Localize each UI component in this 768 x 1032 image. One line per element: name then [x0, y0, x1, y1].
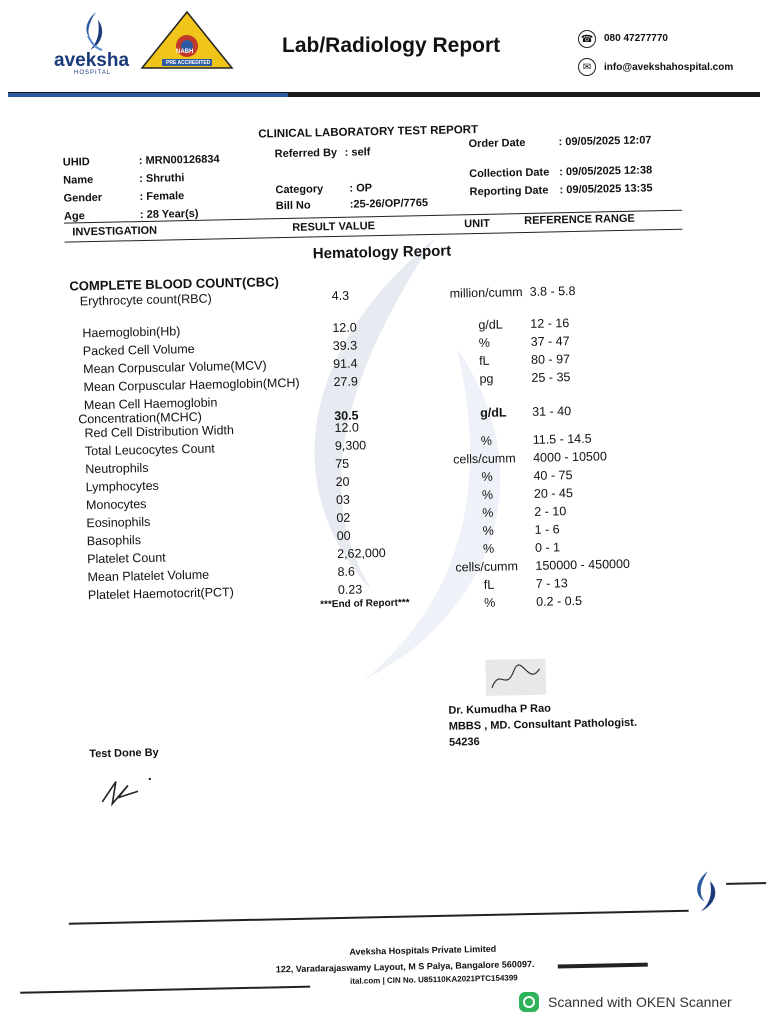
col-unit: UNIT: [464, 217, 491, 231]
test-unit: pg: [479, 371, 494, 386]
test-unit: %: [480, 433, 493, 448]
test-value: 12.0: [334, 420, 359, 436]
phone-icon: ☎: [578, 30, 596, 48]
bill-label: Bill No: [275, 199, 311, 213]
test-unit: %: [482, 523, 494, 538]
test-name: Haemoglobin(Hb): [82, 324, 181, 341]
test-unit: %: [481, 487, 494, 502]
test-unit: %: [482, 505, 494, 520]
test-unit: %: [482, 541, 495, 556]
test-value: 30.5: [334, 408, 359, 424]
bill-value: :25-26/OP/7765: [349, 197, 429, 211]
doctor-signature-icon: [483, 657, 548, 698]
footer-bottom-rule-right: [558, 963, 648, 969]
test-unit: cells/cumm: [455, 559, 519, 575]
test-range: 150000 - 450000: [535, 556, 631, 573]
test-name: Eosinophils: [86, 514, 151, 531]
test-name: Basophils: [86, 533, 142, 549]
scanner-badge: [518, 990, 768, 1014]
test-unit: %: [481, 469, 493, 484]
test-range: 12 - 16: [530, 316, 570, 331]
uhid-value: : MRN00126834: [138, 153, 220, 168]
doctor-qualification: MBBS , MD. Consultant Pathologist.: [448, 716, 638, 733]
test-name: Monocytes: [85, 496, 147, 513]
test-value: 03: [335, 492, 351, 508]
test-value: 4.3: [331, 288, 350, 304]
footer-bottom-rule: [20, 986, 310, 994]
phone-number: 080 47277770: [604, 33, 668, 44]
test-value: 02: [336, 510, 351, 525]
test-unit: %: [484, 595, 496, 610]
badge-text: PRE ACCREDITED: [166, 60, 211, 66]
reporting-date-value: : 09/05/2025 13:35: [559, 182, 653, 197]
footer-cin: ital.com | CIN No. U85110KA2021PTC154399: [349, 973, 518, 986]
footer-rule-right: [726, 882, 766, 885]
oken-scanner-icon: [518, 991, 540, 1013]
test-range: 0 - 1: [534, 540, 561, 555]
test-done-by-label: Test Done By: [89, 746, 159, 761]
uhid-label: UHID: [62, 156, 90, 169]
test-name: Neutrophils: [85, 460, 149, 477]
test-value: 0.23: [337, 582, 363, 597]
test-name-continued: Concentration(MCHC): [78, 409, 203, 427]
test-range: 0.2 - 0.5: [536, 593, 583, 609]
test-name: Mean Platelet Volume: [87, 567, 210, 585]
test-value: 75: [335, 456, 350, 472]
test-range: 25 - 35: [531, 370, 571, 385]
test-value: 12.0: [332, 320, 357, 336]
test-range: 11.5 - 14.5: [532, 431, 592, 447]
test-name: Lymphocytes: [85, 478, 159, 495]
brand-sub: HOSPITAL: [74, 70, 112, 76]
test-name: Mean Corpuscular Volume(MCV): [83, 358, 267, 377]
col-result: RESULT VALUE: [292, 220, 376, 234]
test-name: Packed Cell Volume: [82, 341, 195, 359]
test-name: Platelet Haemotocrit(PCT): [87, 585, 234, 603]
badge-top-text: NABH: [176, 49, 194, 55]
test-value: 20: [335, 474, 350, 490]
test-name: Erythrocyte count(RBC): [79, 291, 212, 309]
order-date-value: : 09/05/2025 12:07: [558, 134, 652, 149]
test-unit: %: [478, 335, 491, 350]
report-title: Lab/Radiology Report: [282, 34, 501, 57]
scanner-text: Scanned with OKEN Scanner: [548, 994, 732, 1010]
order-date-label: Order Date: [468, 136, 526, 151]
test-name: Total Leucocytes Count: [84, 441, 215, 459]
panel-title: COMPLETE BLOOD COUNT(CBC): [69, 274, 279, 294]
doctor-registration: 54236: [448, 736, 480, 749]
name-value: : Shruthi: [139, 172, 185, 186]
name-label: Name: [63, 174, 94, 187]
test-range: 2 - 10: [534, 504, 567, 519]
category-value: : OP: [349, 182, 373, 195]
email-address: info@avekshahospital.com: [604, 62, 734, 73]
test-range: 40 - 75: [533, 468, 573, 483]
footer-logo-icon: [688, 869, 723, 914]
test-value: 8.6: [337, 564, 356, 579]
brand-name: aveksha: [54, 50, 130, 71]
test-range: 3.8 - 5.8: [529, 283, 576, 299]
test-unit: fL: [483, 577, 495, 592]
footer-company: Aveksha Hospitals Private Limited: [349, 943, 497, 957]
age-label: Age: [63, 210, 85, 223]
col-range: REFERENCE RANGE: [524, 212, 635, 228]
test-value: 9,300: [334, 438, 367, 454]
technician-signature-icon: [98, 773, 159, 810]
test-unit: g/dL: [480, 405, 507, 420]
test-name: Platelet Count: [87, 550, 166, 567]
test-value: 2,62,000: [336, 545, 386, 561]
gender-label: Gender: [63, 191, 103, 205]
col-investigation: INVESTIGATION: [72, 224, 158, 239]
reporting-date-label: Reporting Date: [469, 184, 549, 199]
test-value: 27.9: [333, 374, 359, 390]
category-label: Category: [275, 183, 324, 197]
test-name: Mean Cell Haemoglobin: [83, 395, 218, 413]
gender-value: : Female: [139, 190, 185, 204]
test-range: 1 - 6: [534, 522, 560, 537]
test-unit: fL: [478, 353, 490, 368]
age-value: : 28 Year(s): [139, 207, 199, 222]
test-unit: cells/cumm: [453, 451, 516, 467]
test-unit: million/cumm: [449, 285, 523, 301]
test-range: 4000 - 10500: [533, 449, 607, 465]
end-of-report: ***End of Report***: [320, 597, 410, 611]
test-name: Red Cell Distribution Width: [84, 423, 235, 441]
test-name: Mean Corpuscular Haemoglobin(MCH): [83, 375, 300, 395]
test-range: 31 - 40: [532, 404, 572, 419]
test-value: 39.3: [332, 338, 358, 354]
referred-label: Referred By: [274, 146, 338, 161]
referred-value: : self: [344, 146, 371, 159]
collection-date-value: : 09/05/2025 12:38: [559, 164, 653, 179]
section-title: Hematology Report: [312, 242, 452, 263]
email-icon: ✉: [578, 58, 596, 76]
test-range: 37 - 47: [530, 334, 570, 349]
footer-address: 122, Varadarajaswamy Layout, M S Palya, Bangalore 560097.: [275, 958, 535, 975]
test-range: 7 - 13: [535, 576, 568, 591]
test-range: 20 - 45: [533, 486, 573, 501]
collection-date-label: Collection Date: [469, 166, 550, 181]
doctor-name: Dr. Kumudha P Rao: [448, 702, 552, 717]
test-value: 91.4: [332, 356, 358, 372]
test-range: 80 - 97: [530, 352, 571, 367]
clinical-report-heading: CLINICAL LABORATORY TEST REPORT: [258, 123, 479, 141]
test-value: 00: [336, 528, 351, 543]
test-unit: g/dL: [478, 317, 503, 332]
footer-rule: [69, 910, 689, 925]
